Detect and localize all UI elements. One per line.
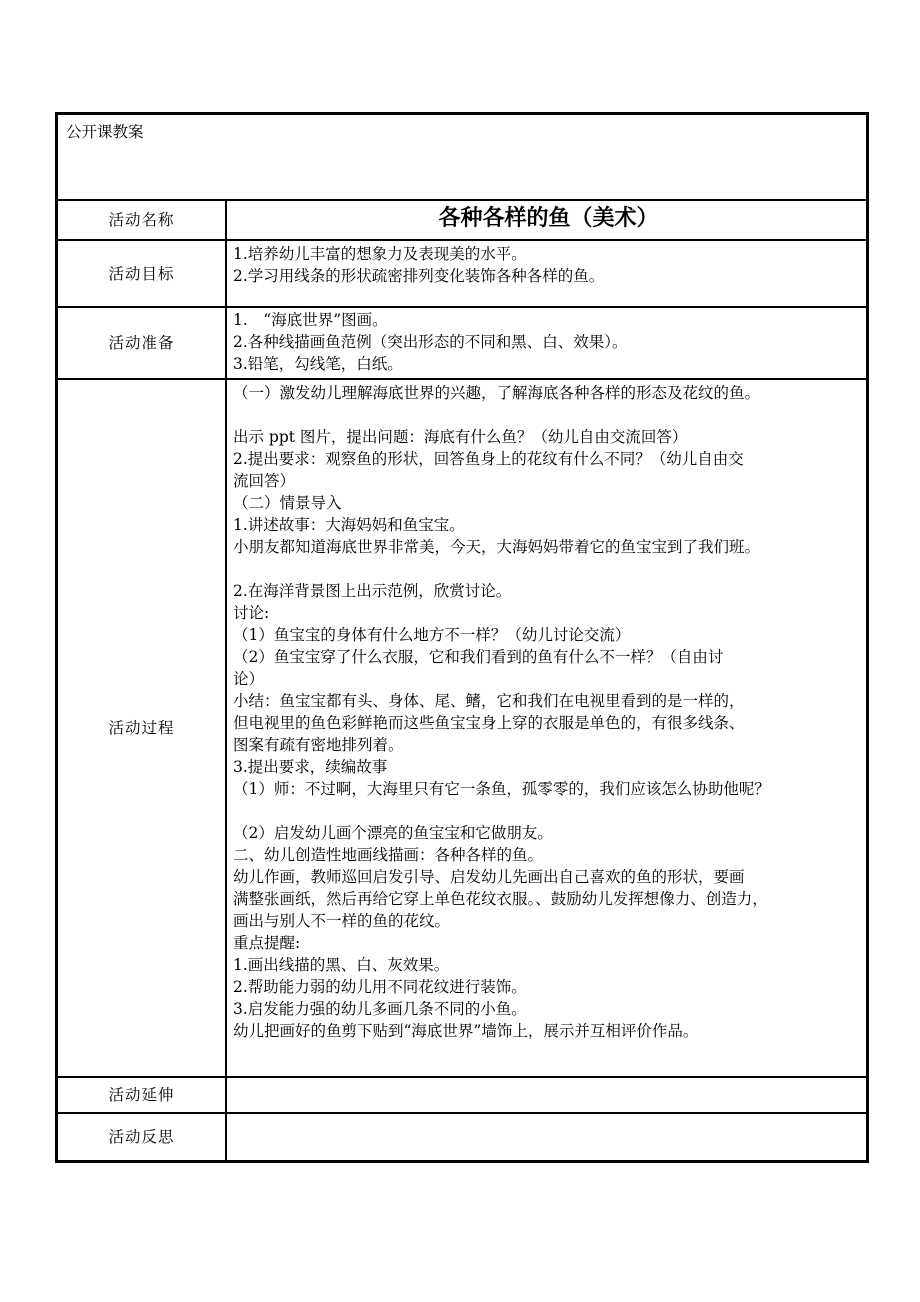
process-blank-line xyxy=(233,800,864,822)
row-activity-process xyxy=(57,379,867,1077)
row-activity-extension xyxy=(57,1077,867,1113)
goal-line: 1.培养幼儿丰富的想象力及表现美的水平。 xyxy=(233,245,527,263)
header-cell xyxy=(57,114,867,200)
process-blank-line xyxy=(233,558,864,580)
label-activity-name: 活动名称 xyxy=(57,200,226,240)
label-activity-extension: 活动延伸 xyxy=(57,1077,226,1113)
process-line: 二、幼儿创造性地画线描画：各种各样的鱼。 xyxy=(233,846,544,864)
label-activity-reflection: 活动反思 xyxy=(57,1113,226,1161)
process-line: 2.提出要求：观察鱼的形状，回答鱼身上的花纹有什么不同？（幼儿自由交 xyxy=(233,450,744,468)
goal-line: 2.学习用线条的形状疏密排列变化装饰各种各样的鱼。 xyxy=(233,267,605,285)
activity-title: 各种各样的鱼（美术） xyxy=(438,206,659,231)
process-line: 幼儿把画好的鱼剪下贴到“海底世界”墙饰上，展示并互相评价作品。 xyxy=(233,1022,699,1040)
row-activity-reflection xyxy=(57,1113,867,1161)
process-line: （1）师：不过啊，大海里只有它一条鱼，孤零零的，我们应该怎么协助他呢？ xyxy=(233,780,770,798)
goal-content xyxy=(226,240,867,307)
process-line: 小结：鱼宝宝都有头、身体、尾、鳍，它和我们在电视里看到的是一样的， xyxy=(233,692,745,710)
header-row xyxy=(57,114,867,200)
process-line: （一）激发幼儿理解海底世界的兴趣，了解海底各种各样的形态及花纹的鱼。 xyxy=(233,384,761,402)
process-line: 流回答） xyxy=(233,472,296,490)
prep-line: 3.铅笔，勾线笔，白纸。 xyxy=(233,355,403,373)
process-line: （二）情景导入 xyxy=(233,494,342,512)
label-activity-goal: 活动目标 xyxy=(57,240,226,307)
process-blank-line xyxy=(233,404,864,426)
process-line: 图案有疏有密地排列着。 xyxy=(233,736,404,754)
process-line: 讨论: xyxy=(233,604,270,622)
process-line: 但电视里的鱼色彩鲜艳而这些鱼宝宝身上穿的衣服是单色的，有很多线条、 xyxy=(233,714,745,732)
process-line: 小朋友都知道海底世界非常美，今天，大海妈妈带着它的鱼宝宝到了我们班。 xyxy=(233,538,761,556)
extension-content xyxy=(226,1077,867,1113)
process-line: 出示 ppt 图片，提出问题：海底有什么鱼？（幼儿自由交流回答） xyxy=(233,428,688,446)
process-line: 幼儿作画，教师巡回启发引导、启发幼儿先画出自己喜欢的鱼的形状，要画 xyxy=(233,868,745,886)
prep-line: 1. “海底世界”图画。 xyxy=(233,311,388,329)
header-text: 公开课教案 xyxy=(66,123,144,141)
process-content xyxy=(226,379,867,1077)
row-activity-name xyxy=(57,200,867,240)
process-line: 2.帮助能力弱的幼儿用不同花纹进行装饰。 xyxy=(233,978,527,996)
process-line: 1.画出线描的黑、白、灰效果。 xyxy=(233,956,450,974)
process-line: （1）鱼宝宝的身体有什么地方不一样？（幼儿讨论交流） xyxy=(233,626,631,644)
process-line: 满整张画纸，然后再给它穿上单色花纹衣服。、鼓励幼儿发挥想像力、创造力， xyxy=(233,890,768,908)
process-line: （2）启发幼儿画个漂亮的鱼宝宝和它做朋友。 xyxy=(233,824,553,842)
reflection-content xyxy=(226,1113,867,1161)
prep-content xyxy=(226,307,867,379)
process-line: 画出与别人不一样的鱼的花纹。 xyxy=(233,912,451,930)
process-line: 3.提出要求，续编故事 xyxy=(233,758,388,776)
process-line: 论） xyxy=(233,670,265,688)
lesson-plan-table xyxy=(55,112,869,1163)
label-activity-process: 活动过程 xyxy=(57,379,226,1077)
activity-title-cell xyxy=(226,200,867,240)
row-activity-goal xyxy=(57,240,867,307)
process-line: 2.在海洋背景图上出示范例，欣赏讨论。 xyxy=(233,582,512,600)
process-line: 重点提醒: xyxy=(233,934,301,952)
process-line: 3.启发能力强的幼儿多画几条不同的小鱼。 xyxy=(233,1000,527,1018)
process-line: （2）鱼宝宝穿了什么衣服，它和我们看到的鱼有什么不一样？（自由讨 xyxy=(233,648,724,666)
label-activity-prep: 活动准备 xyxy=(57,307,226,379)
row-activity-prep xyxy=(57,307,867,379)
prep-line: 2.各种线描画鱼范例（突出形态的不同和黑、白、效果）。 xyxy=(233,333,628,351)
process-line: 1.讲述故事：大海妈妈和鱼宝宝。 xyxy=(233,516,465,534)
